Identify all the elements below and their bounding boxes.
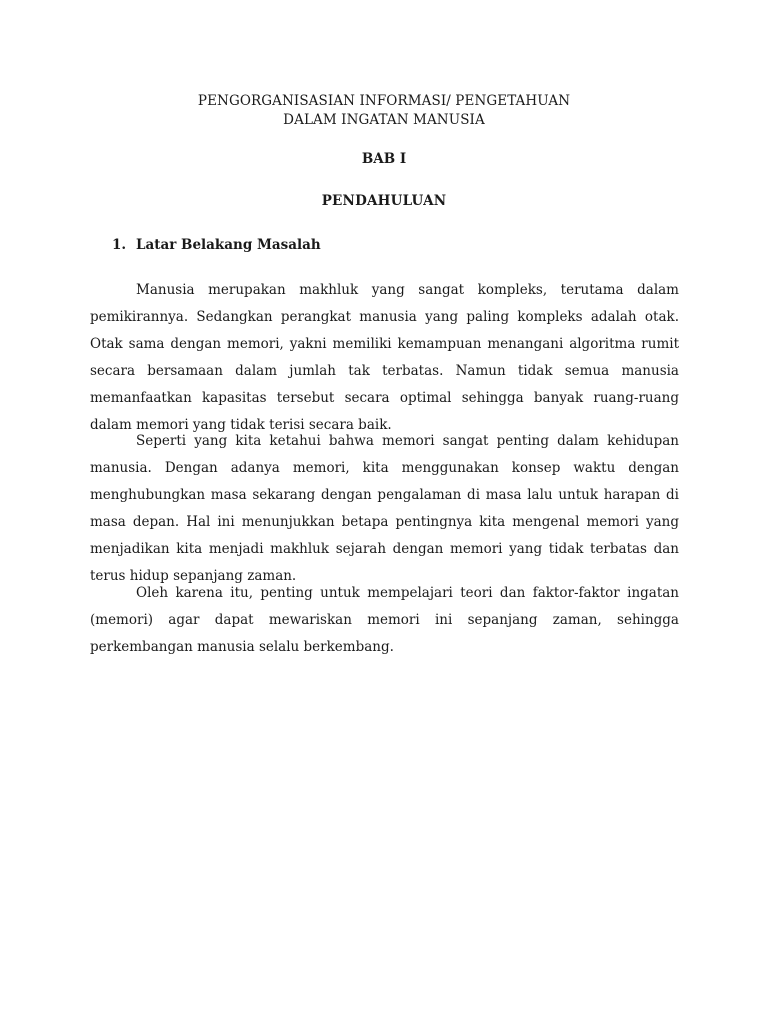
chapter-title: PENDAHULUAN: [321, 193, 447, 209]
paragraph-3: Oleh karena itu, penting untuk mempelajari teori dan faktor-faktor ingatan (memori) agar dapat mewariskan memori ini sepanjang zaman, sehingga perkembangan manusia selalu berkembang.: [90, 585, 679, 655]
document-title: [0, 92, 768, 130]
document-title-line-2: DALAM INGATAN MANUSIA: [283, 112, 485, 128]
section-number: 1.: [112, 237, 127, 253]
paragraph-1: Manusia merupakan makhluk yang sangat kompleks, terutama dalam pemikirannya. Sedangkan perangkat manusia yang paling kompleks adalah otak. Otak sama dengan memori, yakni memiliki kemampuan menangani algoritma rumit secara bersamaan dalam jumlah tak terbatas. Namun tidak semua manusia memanfaatkan kapasitas tersebut secara optimal sehingga banyak ruang-ruang dalam memori yang tidak terisi secara baik.: [90, 282, 679, 433]
section-heading-text: Latar Belakang Masalah: [136, 237, 321, 253]
section-heading: [112, 236, 321, 254]
chapter-label: BAB I: [361, 151, 407, 167]
paragraph-2: Seperti yang kita ketahui bahwa memori sangat penting dalam kehidupan manusia. Dengan adanya memori, kita menggunakan konsep waktu dengan menghubungkan masa sekarang dengan pengalaman di masa lalu untuk harapan di masa depan. Hal ini menunjukkan betapa pentingnya kita mengenal memori yang menjadikan kita menjadi makhluk sejarah dengan memori yang tidak terbatas dan terus hidup sepanjang zaman.: [90, 433, 679, 584]
document-title-line-1: PENGORGANISASIAN INFORMASI/ PENGETAHUAN: [197, 93, 571, 109]
